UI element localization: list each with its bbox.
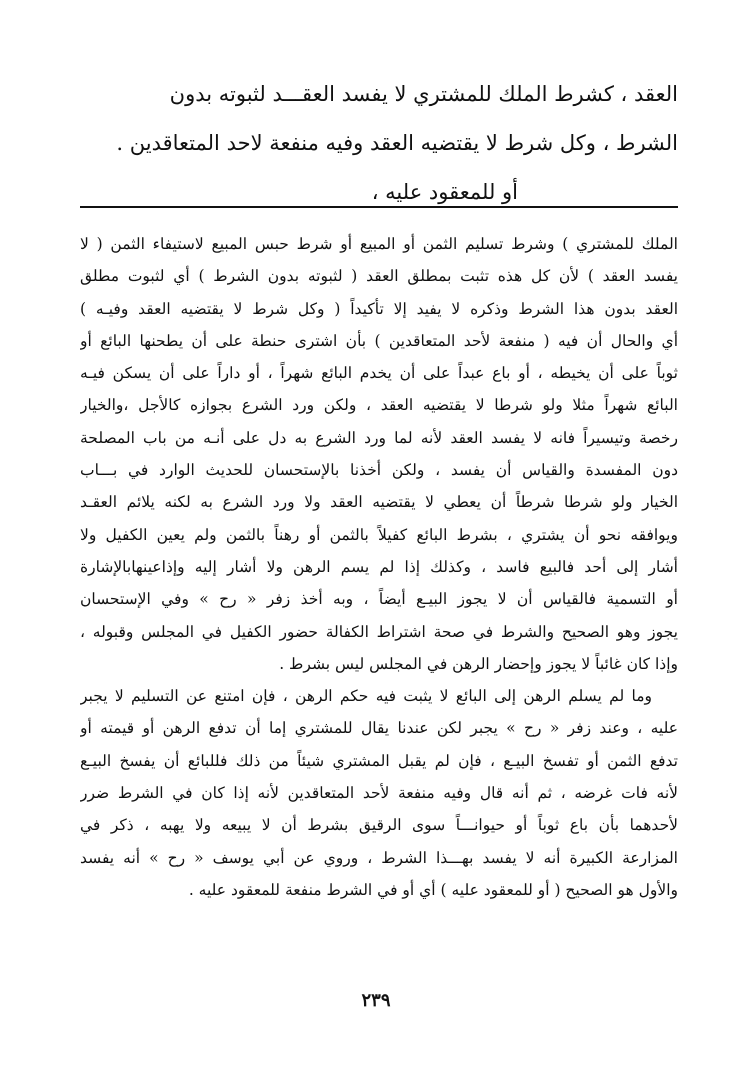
commentary-line: عليه ، وعند زفر « رح » يجبر لكن عندنا يقال للمشتري إما أن تدفع الرهن أو قيمته أو	[80, 719, 678, 738]
commentary-line: البائع شهراً مثلا ولو شرطا لا يقتضيه العقد ، ولكن ورد الشرع بجوازه كالأجل ،والخيار	[80, 396, 678, 415]
commentary-line: الملك للمشتري ) وشرط تسليم الثمن أو المبيع أو شرط حبس المبيع لاستيفاء الثمن ( لا	[80, 235, 678, 253]
horizontal-divider	[80, 206, 678, 208]
main-text-line: أو للمعقود عليه ،	[371, 180, 518, 204]
commentary-line: وإذا كان غائباً لا يجوز وإحضار الرهن في المجلس ليس بشرط .	[279, 654, 678, 673]
commentary-block	[80, 228, 678, 906]
main-text-line: العقد ، كشرط الملك للمشتري لا يفسد العقـــد لثبوته بدون	[169, 82, 678, 106]
commentary-line: أشار إلى أحد فالبيع فاسد ، وكذلك إذا لم يسم الرهن ولا أشار إليه وإذاعينهابالإشارة	[80, 557, 678, 576]
commentary-line: أي والحال أن فيه ( منفعة لأحد المتعاقدين ) بأن اشترى حنطة على أن يطحنها البائع أو	[80, 331, 678, 350]
commentary-line: لأنه فات غرضه ، ثم أنه قال وفيه منفعة لأحد المتعاقدين لأنه إذا كان في الشرط ضرر	[80, 784, 678, 803]
commentary-paragraph	[80, 680, 678, 906]
commentary-line: يفسد العقد ) لأن كل هذه تثبت بمطلق العقد ( لثبوته بدون الشرط ) أي لثبوت مطلق	[80, 267, 678, 286]
commentary-line: تدفع الثمن أو تفسخ البيـع ، فإن لم يقبل المشتري شيئاً من ذلك فللبائع أن يفسخ البيـع	[80, 751, 678, 770]
commentary-line: وما لم يسلم الرهن إلى البائع لا يثبت فيه حكم الرهن ، فإن امتنع عن التسليم لا يجبر	[80, 687, 652, 706]
commentary-line: ويوافقه نحو أن يشتري ، بشرط البائع كفيلاً بالثمن أو رهناً بالثمن ولم يعين الكفيل ولا	[80, 525, 678, 544]
commentary-line: لأحدهما بأن باع ثوباً أو حيوانـــاً سوى الرقيق بشرط أن لا يبيعه ولا يهبه ، ذكر في	[80, 816, 678, 835]
commentary-line: أو التسمية فالقياس أن لا يجوز البيـع أيضاً ، وبه أخذ زفر « رح » وفي الإستحسان	[80, 590, 678, 609]
main-text-line: الشرط ، وكل شرط لا يقتضيه العقد وفيه منفعة لاحد المتعاقدين .	[116, 131, 678, 155]
commentary-line: دون المفسدة والقياس أن يفسد ، ولكن أخذنا بالإستحسان للحديث الوارد في بـــاب	[80, 461, 678, 480]
page-number: ٢٣٩	[361, 990, 391, 1011]
commentary-line: الخيار ولو شرطا شرطاً أن يعطي لا يقتضيه العقد ولا ورد الشرع به لكنه يلائم العقـد	[80, 493, 678, 512]
commentary-line: المزارعة الكبيرة أنه لا يفسد بهـــذا الشرط ، وروي عن أبي يوسف « رح » أنه يفسد	[80, 848, 678, 867]
commentary-line: والأول هو الصحيح ( أو للمعقود عليه ) أي أو في الشرط منفعة للمعقود عليه .	[188, 880, 678, 899]
commentary-line: رخصة وتيسيراً فانه لا يفسد العقد لأنه لما ورد الشرع به دل على أنـه من باب المصلحة	[80, 428, 678, 447]
commentary-line: ثوباً على أن يخيطه ، أو باع عبداً على أن يخدم البائع شهراً ، أو داراً على أن يسكن فيـه	[80, 364, 678, 383]
commentary-line: يجوز وهو الصحيح والشرط في صحة اشتراط الكفالة حضور الكفيل في المجلس وقبوله ،	[80, 622, 678, 641]
commentary-line: العقد بدون هذا الشرط وذكره لا يفيد إلا تأكيداً ( وكل شرط لا يقتضيه العقد وفيـه )	[80, 299, 678, 318]
commentary-paragraph	[80, 228, 678, 680]
main-text-block	[100, 70, 678, 217]
